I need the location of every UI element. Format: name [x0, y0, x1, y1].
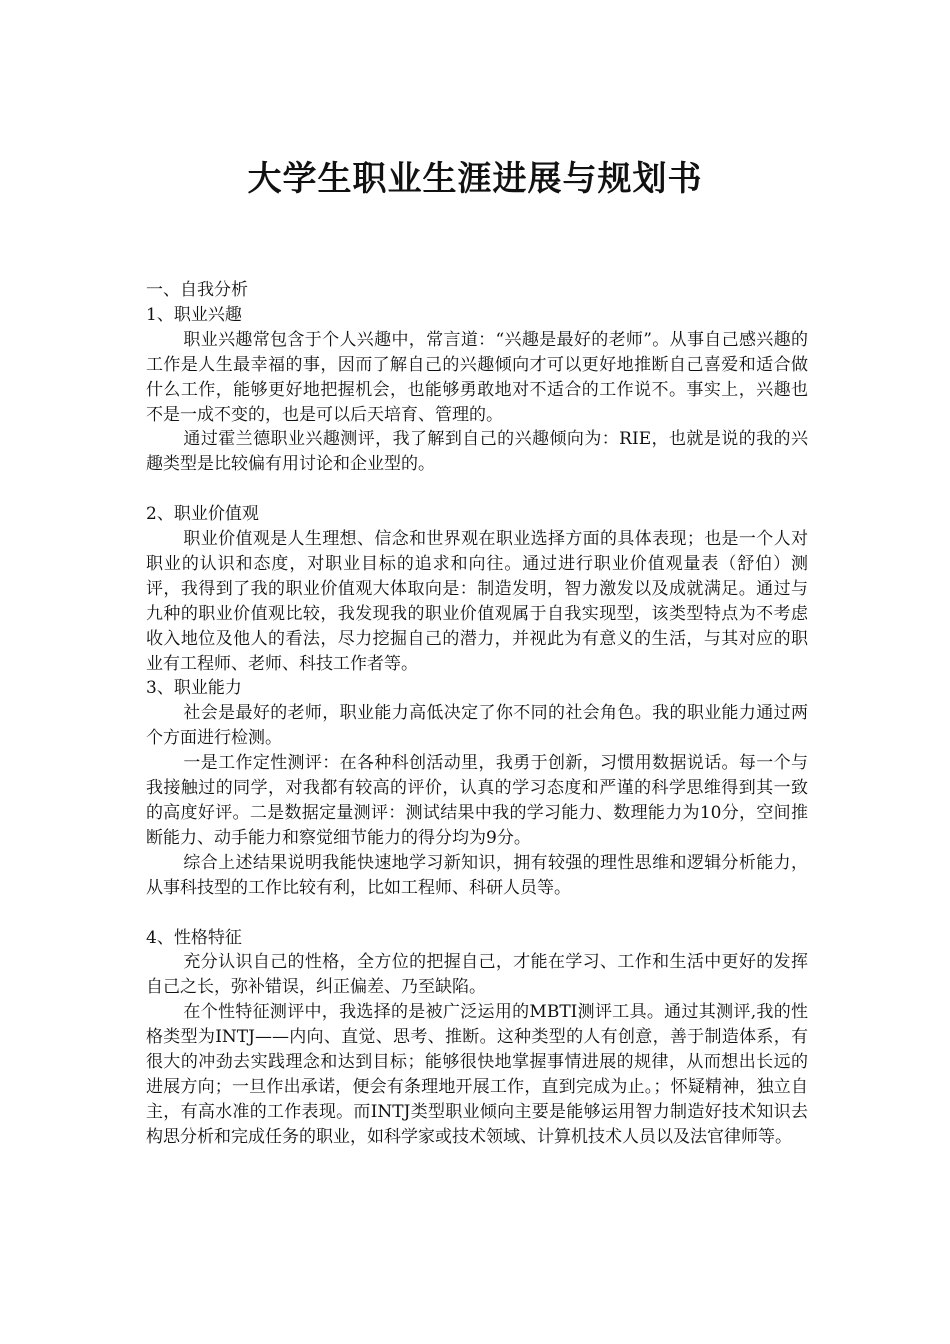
paragraph: 一是工作定性测评：在各种科创活动里，我勇于创新，习惯用数据说话。每一个与我接触过的同学，对我都有较高的评价，认真的学习态度和严谨的科学思维得到其一致的高度好评。二是数据定量测评：测试结果中我的学习能力、数理能力为10分，空间推断能力、动手能力和察觉细节能力的得分均为9分。 [146, 753, 808, 848]
paragraph: 充分认识自己的性格，全方位的把握自己，才能在学习、工作和生活中更好的发挥自己之长，弥补错误，纠正偏差、乃至缺陷。 [146, 952, 808, 998]
subsection-heading-values: 2、职业价值观 [146, 504, 259, 525]
blank-line [146, 477, 808, 502]
document-body [146, 278, 808, 1150]
section-heading: 一、自我分析 [146, 280, 248, 300]
subsection-heading-ability: 3、职业能力 [146, 678, 242, 699]
paragraph: 综合上述结果说明我能快速地学习新知识，拥有较强的理性思维和逻辑分析能力，从事科技型的工作比较有利，比如工程师、科研人员等。 [146, 852, 808, 898]
paragraph: 通过霍兰德职业兴趣测评，我了解到自己的兴趣倾向为：RIE，也就是说的我的兴趣类型是比较偏有用讨论和企业型的。 [146, 429, 808, 475]
document-title: 大学生职业生涯进展与规划书 [247, 159, 703, 199]
paragraph: 在个性特征测评中，我选择的是被广泛运用的MBTI测评工具。通过其测评,我的性格类型为INTJ——内向、直觉、思考、推断。这种类型的人有创意，善于制造体系，有很大的冲劲去实践理念和达到目标；能够很快地掌握事情进展的规律，从而想出长远的进展方向；一旦作出承诺，便会有条理地开展工作，直到完成为止。；怀疑精神，独立自主，有高水准的工作表现。而INTJ类型职业倾向主要是能够运用智力制造好技术知识去构思分析和完成任务的职业，如科学家或技术领域、计算机技术人员以及法官律师等。 [146, 1002, 808, 1147]
paragraph: 职业兴趣常包含于个人兴趣中，常言道：“兴趣是最好的老师”。从事自己感兴趣的工作是人生最幸福的事，因而了解自己的兴趣倾向才可以更好地推断自己喜爱和适合做什么工作，能够更好地把握机会，也能够勇敢地对不适合的工作说不。事实上，兴趣也不是一成不变的，也是可以后天培育、管理的。 [146, 329, 808, 425]
paragraph: 职业价值观是人生理想、信念和世界观在职业选择方面的具体表现；也是一个人对职业的认识和态度，对职业目标的追求和向往。通过进行职业价值观量表（舒伯）测评，我得到了我的职业价值观大体取向是：制造发明，智力激发以及成就满足。通过与九种的职业价值观比较，我发现我的职业价值观属于自我实现型，该类型特点为不考虑收入地位及他人的看法，尽力挖掘自己的潜力，并视此为有意义的生活，与其对应的职业有工程师、老师、科技工作者等。 [146, 529, 808, 674]
subsection-heading-personality: 4、性格特征 [146, 927, 242, 948]
paragraph: 社会是最好的老师，职业能力高低决定了你不同的社会角色。我的职业能力通过两个方面进行检测。 [146, 703, 808, 749]
blank-line [146, 901, 808, 926]
subsection-heading-interest: 1、职业兴趣 [146, 304, 242, 325]
